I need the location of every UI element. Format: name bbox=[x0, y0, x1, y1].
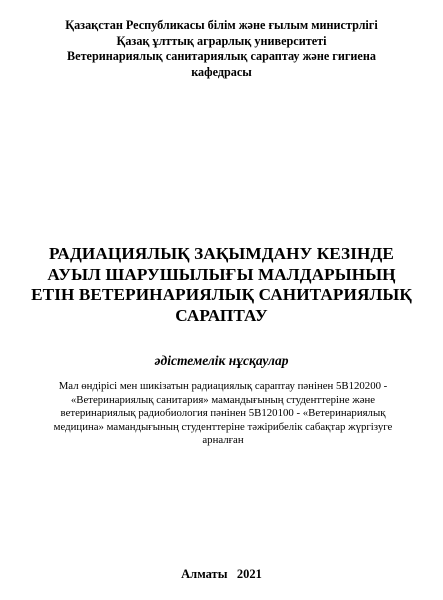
department-line-cont: кафедрасы bbox=[191, 64, 252, 79]
place-and-year: Алматы 2021 bbox=[181, 567, 262, 581]
title-line-1: РАДИАЦИЯЛЫҚ ЗАҚЫМДАНУ КЕЗІНДЕ bbox=[49, 244, 394, 263]
department-line: Ветеринариялық санитариялық сараптау және гигиена bbox=[67, 49, 376, 63]
description-line-2: «Ветеринариялық санитария» мамандығының студенттеріне және bbox=[70, 393, 376, 406]
title-line-3: ЕТІН ВЕТЕРИНАРИЯЛЫҚ САНИТАРИЯЛЫҚ bbox=[31, 285, 412, 304]
university-line: Қазақ ұлттық аграрлық университеті bbox=[116, 33, 327, 48]
description-line-1: Мал өндірісі мен шикізатын радиациялық сараптау пәнінен 5В120200 - bbox=[58, 380, 388, 392]
institution-header bbox=[20, 18, 423, 80]
ministry-line: Қазақстан Республикасы білім және ғылым министрлігі bbox=[65, 18, 378, 32]
document-title bbox=[10, 244, 433, 326]
description-line-4: медицина» мамандығының студенттеріне тәжірибелік сабақтар жүргізуге bbox=[53, 420, 393, 433]
description-line-3: ветеринариялық радиобиология пәнінен 5В120100 - «Ветеринариялық bbox=[60, 407, 386, 420]
title-line-4: САРАПТАУ bbox=[175, 305, 268, 325]
document-subtitle: әдістемелік нұсқаулар bbox=[154, 353, 289, 368]
document-description bbox=[24, 380, 422, 448]
title-line-2: АУЫЛ ШАРУШЫЛЫҒЫ МАЛДАРЫНЫҢ bbox=[47, 264, 396, 284]
description-line-5: арналған bbox=[202, 434, 244, 447]
